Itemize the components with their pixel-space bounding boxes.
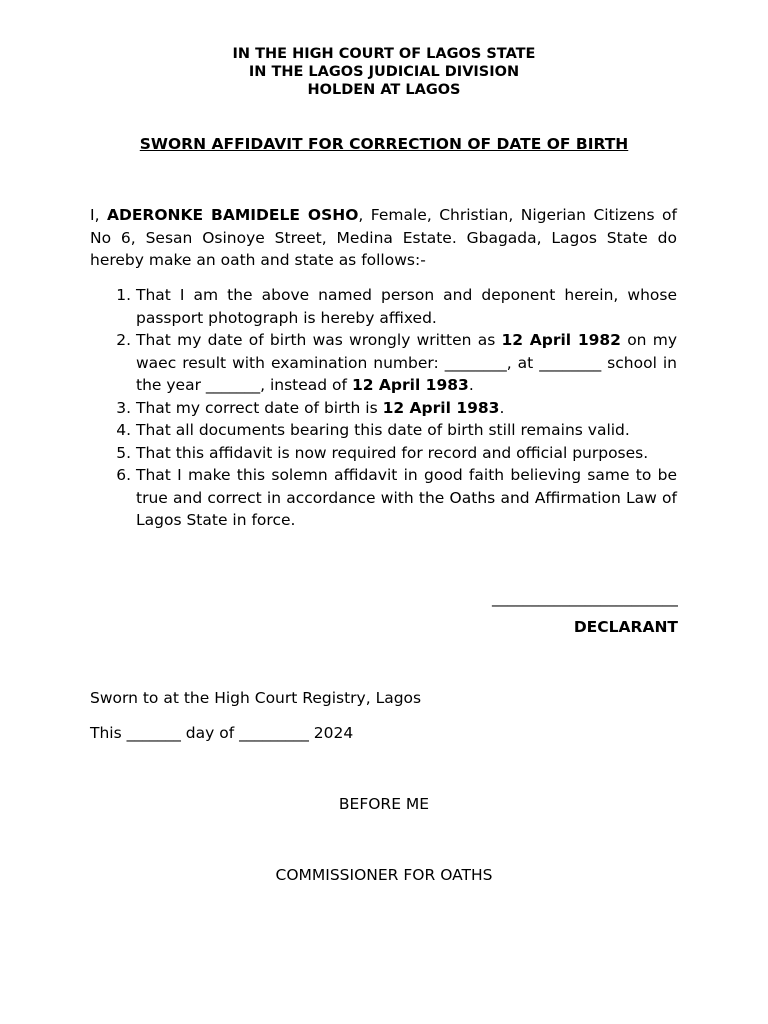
paragraph-text: on my waec result with examination number: ________, at ________ school in the year _______, instead of (136, 331, 677, 394)
wrong-date: 12 April 1982 (501, 331, 621, 349)
paragraph-text: . (499, 398, 505, 417)
deponent-name: ADERONKE BAMIDELE OSHO (106, 206, 359, 224)
paragraph-text: That I am the above named person and deponent herein, whose passport photograph is hereby affixed. (136, 286, 677, 327)
court-header-line: HOLDEN AT LAGOS (307, 82, 461, 98)
affidavit-paragraphs (90, 284, 677, 532)
intro-prefix: I, (90, 206, 107, 224)
intro-text: , Female, Christian, Nigerian Citizens of No 6, Sesan Osinoye Street, Medina Estate. Gbagada, Lagos State do hereby make an oath and state as follows:- (90, 206, 677, 269)
intro-paragraph (90, 204, 677, 272)
paragraph-text: That I make this solemn affidavit in good faith believing same to be true and correct in accordance with the Oaths and Affirmation Law of Lagos State in force. (136, 466, 677, 529)
correct-date: 12 April 1983 (382, 398, 500, 417)
commissioner-for-oaths: COMMISSIONER FOR OATHS (275, 866, 493, 884)
paragraph-text: That this affidavit is now required for record and official purposes. (136, 443, 649, 462)
sworn-date-line: This _______ day of _________ 2024 (90, 724, 354, 742)
correct-date: 12 April 1983 (351, 376, 469, 394)
paragraph-item (136, 464, 677, 532)
paragraph-item (136, 284, 677, 329)
court-header-line: IN THE LAGOS JUDICIAL DIVISION (248, 64, 520, 80)
court-header (0, 45, 768, 99)
paragraph-text: That all documents bearing this date of birth still remains valid. (136, 421, 630, 439)
declarant-label: DECLARANT (573, 618, 678, 636)
paragraph-item (136, 442, 677, 465)
paragraph-text: That my date of birth was wrongly written as (136, 331, 502, 349)
sworn-place: Sworn to at the High Court Registry, Lagos (90, 689, 422, 707)
court-header-line: IN THE HIGH COURT OF LAGOS STATE (232, 46, 536, 62)
paragraph-item (136, 419, 677, 442)
paragraph-item (136, 397, 677, 420)
paragraph-text: . (468, 376, 474, 394)
before-me: BEFORE ME (338, 795, 430, 813)
document-title: SWORN AFFIDAVIT FOR CORRECTION OF DATE OF BIRTH (139, 135, 629, 153)
paragraph-text: That my correct date of birth is (136, 398, 383, 417)
paragraph-item (136, 329, 677, 397)
signature-line: ________________________ (492, 589, 678, 607)
